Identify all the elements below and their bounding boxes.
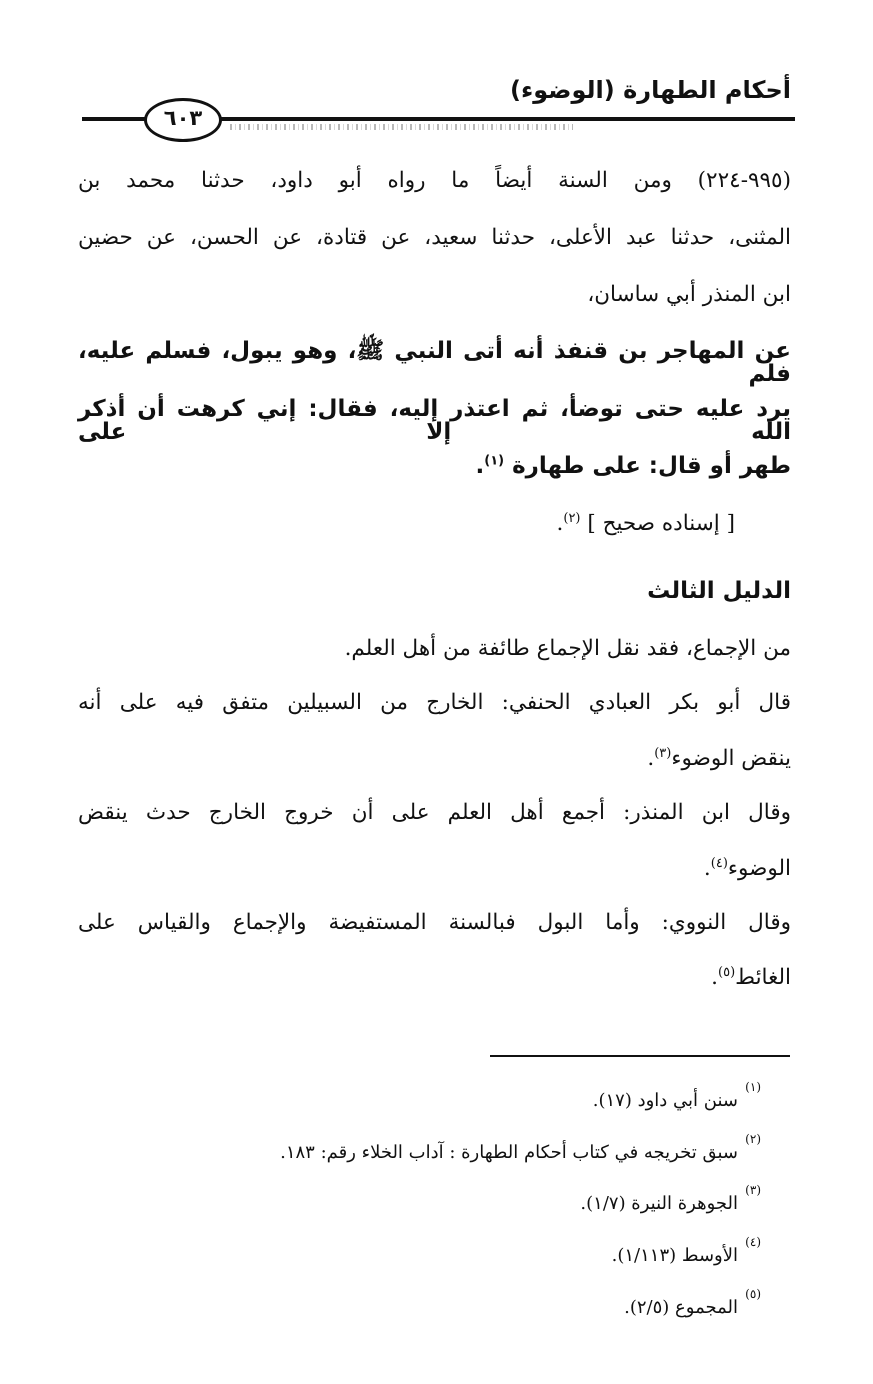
footnote-mark-2: (٢) bbox=[745, 1132, 761, 1146]
nawawi-quote-line-2 bbox=[711, 964, 791, 990]
hadith-text-line-2: يرد عليه حتى توضأ، ثم اعتذر إليه، فقال: إني كرهت أن أذكر الله إلا على bbox=[78, 396, 791, 445]
abadi-quote-line-2-text: ينقض الوضوء bbox=[671, 746, 791, 771]
page-number-badge bbox=[144, 98, 222, 142]
hadith-text-line-3-text: طهر أو قال: على طهارة bbox=[512, 453, 791, 479]
footnote-3: الجوهرة النيرة (١/٧). bbox=[580, 1193, 738, 1214]
isnad-grade bbox=[556, 510, 735, 536]
hadith-text-end-punct: . bbox=[475, 453, 485, 479]
nawawi-quote-end-punct: . bbox=[711, 965, 719, 990]
nawawi-quote-line-1: وقال النووي: وأما البول فبالسنة المستفيضة والإجماع والقياس على bbox=[78, 910, 791, 935]
hadith-chain-line-2: المثنى، حدثنا عبد الأعلى، حدثنا سعيد، عن قتادة، عن الحسن، عن حضين bbox=[78, 225, 791, 250]
page-number: ٦٠٣ bbox=[163, 106, 203, 130]
footnote-mark-4: (٤) bbox=[745, 1235, 761, 1249]
nawawi-quote-line-2-text: الغائط bbox=[735, 965, 791, 990]
footnote-ref-2: (٢) bbox=[563, 510, 581, 526]
section-heading: الدليل الثالث bbox=[647, 578, 791, 604]
ibn-mundhir-quote-end-punct: . bbox=[703, 856, 711, 881]
hadith-text-line-3 bbox=[476, 455, 792, 478]
footnote-ref-4: (٤) bbox=[710, 855, 728, 871]
footnote-ref-3: (٣) bbox=[654, 745, 672, 761]
footnote-separator bbox=[490, 1055, 790, 1057]
isnad-grade-end-punct: . bbox=[556, 511, 564, 536]
footnote-5: المجموع (٢/٥). bbox=[624, 1297, 738, 1318]
abadi-quote-line-2 bbox=[647, 745, 791, 771]
footnote-2: سبق تخريجه في كتاب أحكام الطهارة : آداب الخلاء رقم: ١٨٣. bbox=[280, 1142, 738, 1163]
hadith-chain-line-1: (٩٩٥-٢٢٤) ومن السنة أيضاً ما رواه أبو داود، حدثنا محمد بن bbox=[78, 168, 791, 193]
ijma-intro: من الإجماع، فقد نقل الإجماع طائفة من أهل العلم. bbox=[344, 636, 791, 661]
header-rule-ornament bbox=[230, 124, 573, 130]
isnad-grade-text: [ إسناده صحيح ] bbox=[587, 511, 735, 536]
ibn-mundhir-quote-line-1: وقال ابن المنذر: أجمع أهل العلم على أن خروج الخارج حدث ينقض bbox=[78, 800, 791, 825]
footnote-ref-5: (٥) bbox=[718, 964, 736, 980]
footnote-mark-3: (٣) bbox=[745, 1183, 761, 1197]
hadith-chain-line-3: ابن المنذر أبي ساسان، bbox=[587, 282, 791, 307]
running-title: أحكام الطهارة (الوضوء) bbox=[510, 76, 791, 104]
footnote-1: سنن أبي داود (١٧). bbox=[592, 1090, 738, 1111]
footnote-mark-1: (١) bbox=[745, 1080, 761, 1094]
ibn-mundhir-quote-line-2-text: الوضوء bbox=[727, 856, 791, 881]
footnote-4: الأوسط (١/١١٣). bbox=[611, 1245, 738, 1266]
abadi-quote-line-1: قال أبو بكر العبادي الحنفي: الخارج من السبيلين متفق فيه على أنه bbox=[78, 690, 791, 715]
footnote-ref-1: (١) bbox=[484, 453, 505, 469]
footnote-mark-5: (٥) bbox=[745, 1287, 761, 1301]
abadi-quote-end-punct: . bbox=[647, 746, 655, 771]
hadith-text-line-1: عن المهاجر بن قنفذ أنه أتى النبي ﷺ، وهو يبول، فسلم عليه، فلم bbox=[78, 338, 791, 387]
ibn-mundhir-quote-line-2 bbox=[703, 855, 791, 881]
